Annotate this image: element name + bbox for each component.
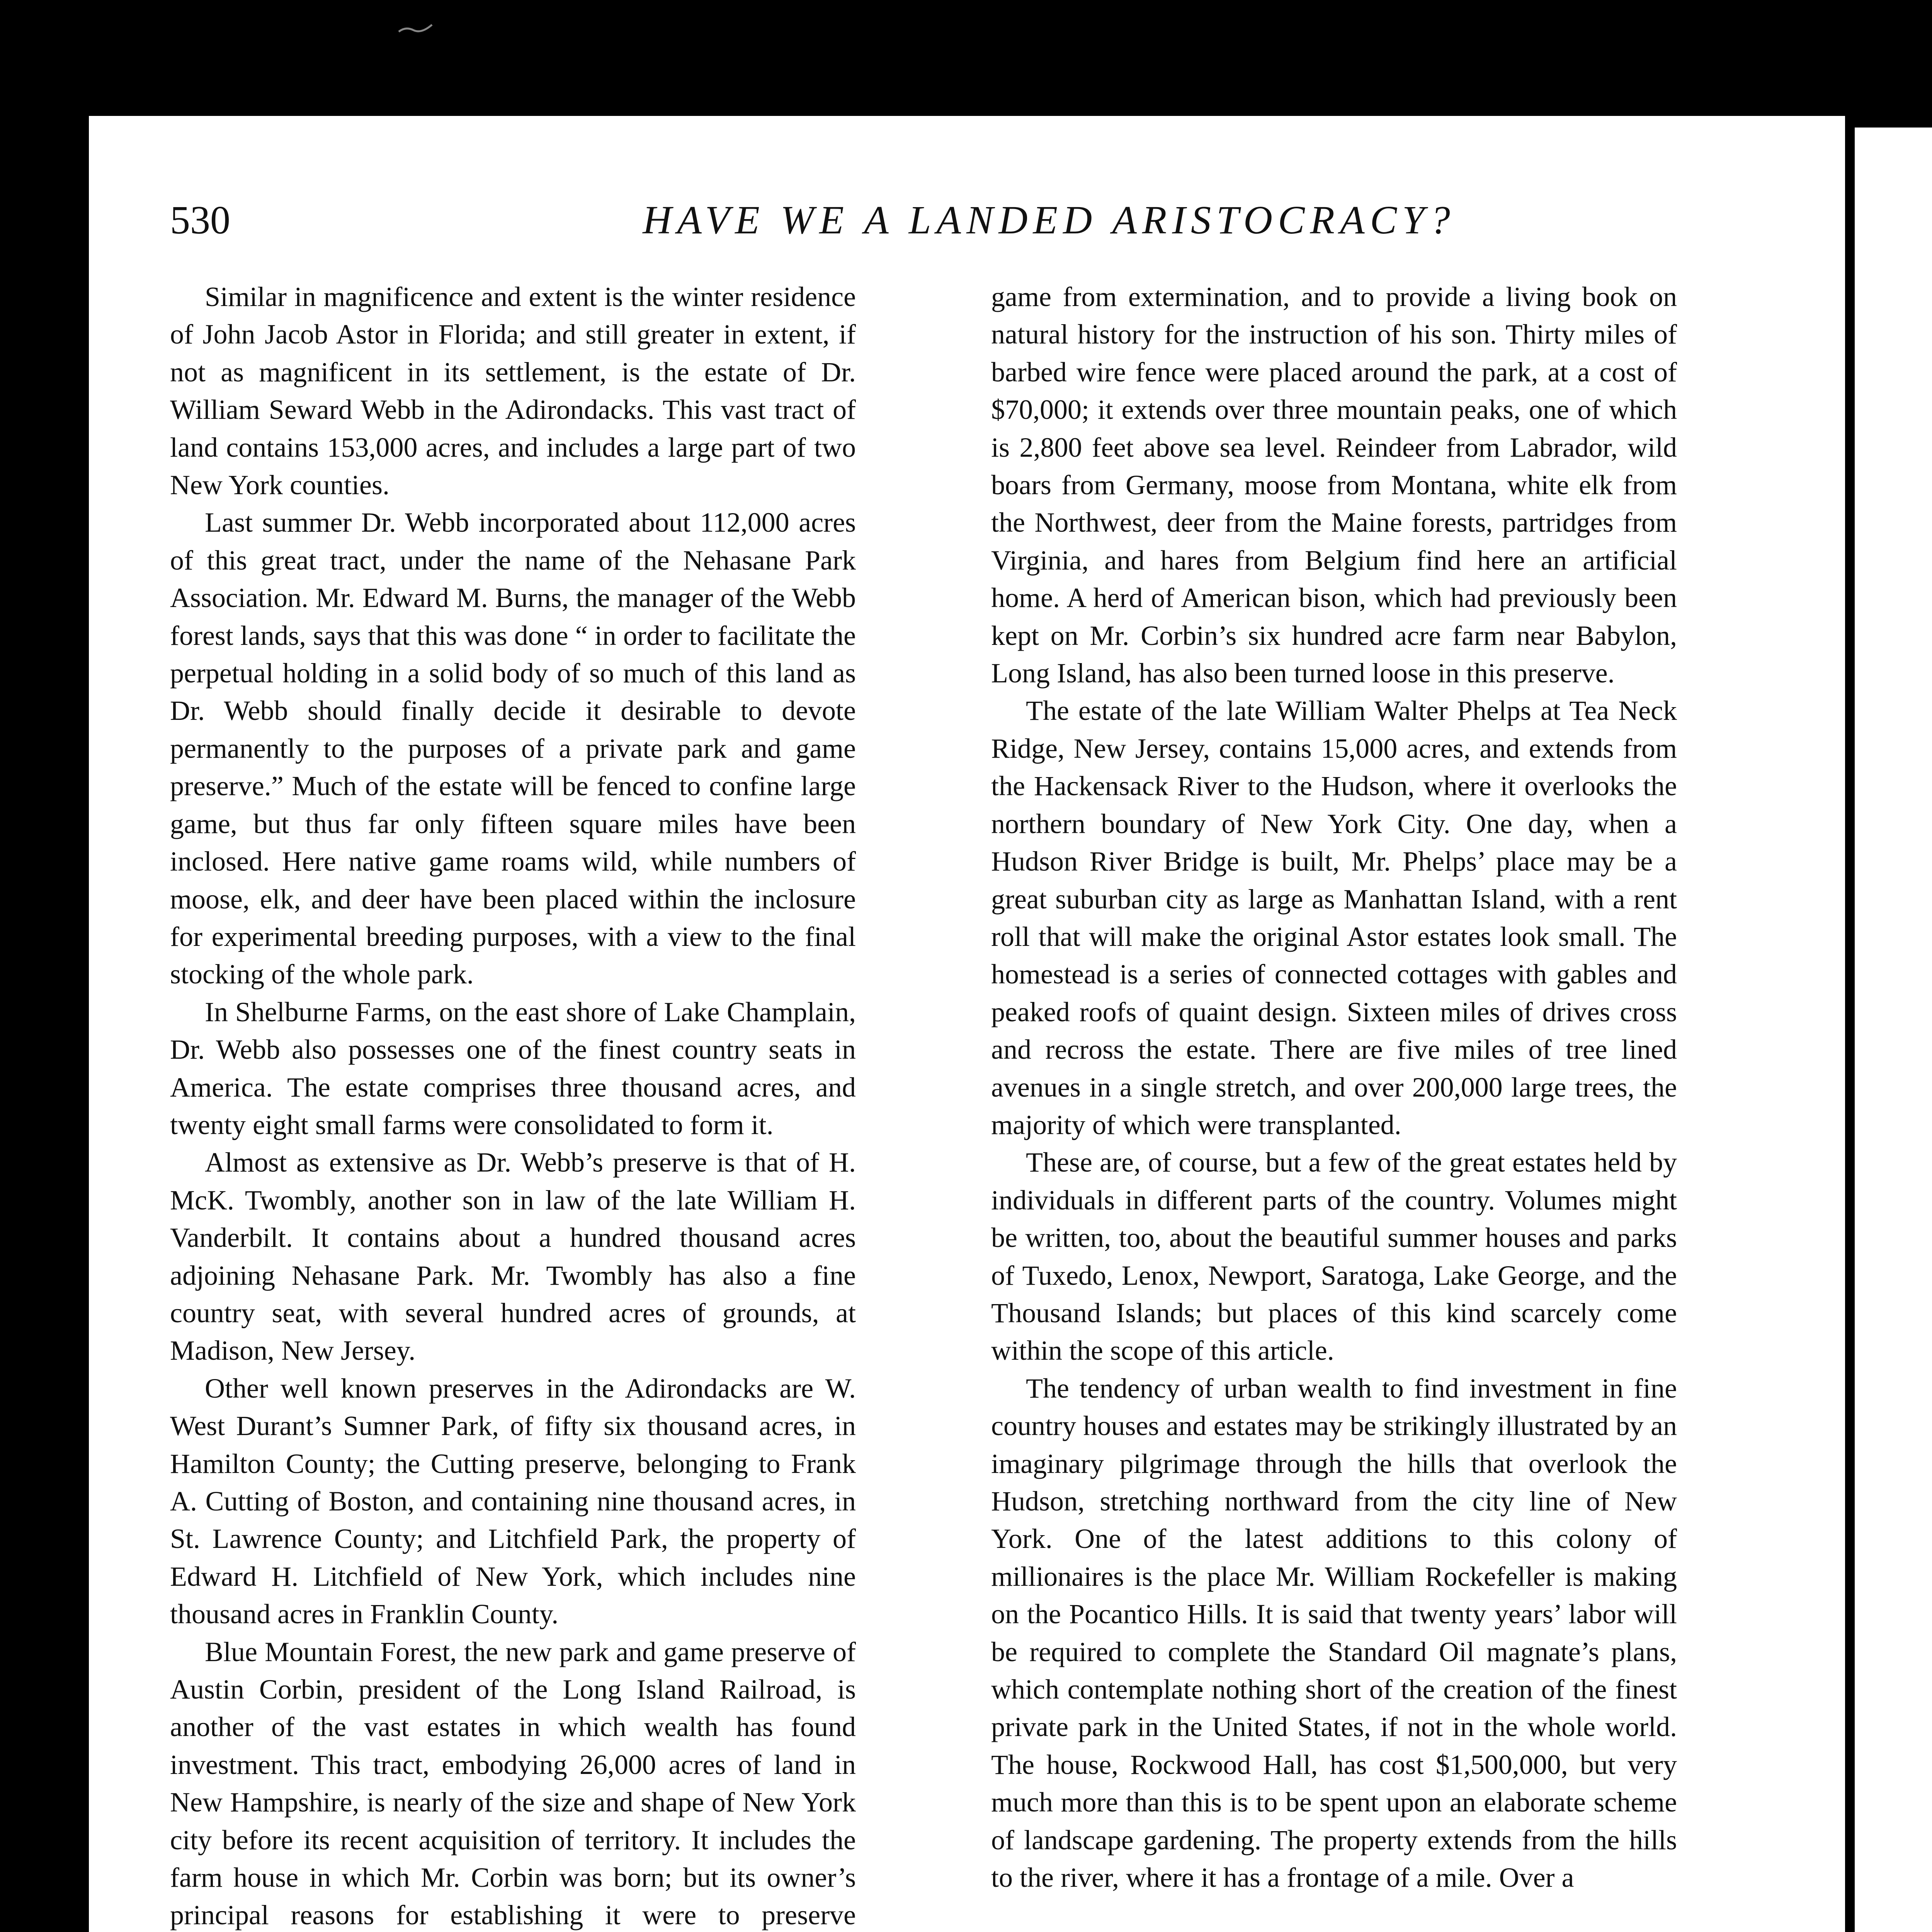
paragraph: Other well known preserves in the Adirondacks are W. West Durant’s Sumner Park, of fifty six thousand acres, in Hamilton County; the Cutting preserve, belonging to Frank A. Cutting of Boston, and containing nine thousand acres, in St. Lawrence County; and Litchfield Park, the property of Edward H. Litchfield of New York, which includes nine thousand acres in Franklin County. <box>170 1372 856 1630</box>
page-number: 530 <box>170 198 230 242</box>
next-page-edge <box>1855 128 1932 1932</box>
paragraph: The estate of the late William Walter Phelps at Tea Neck Ridge, New Jersey, contains 15,000 acres, and extends from the Hackensack River to the Hudson, where it overlooks the northern boundary of New York City. One day, when a Hudson River Bridge is built, Mr. Phelps’ place may be a great suburban city as large as Manhattan Island, with a rent roll that will make the original Astor estates look small. The homestead is a series of connected cottages with gables and peaked roofs of quaint design. Sixteen miles of drives cross and recross the estate. There are five miles of tree lined avenues in a single stretch, and over 200,000 large trees, the majority of which were transplanted. <box>991 695 1677 1140</box>
paragraph: Similar in magnificence and extent is the winter residence of John Jacob Astor in Florida; and still greater in extent, if not as magnificent in its settlement, is the estate of Dr. William Seward Webb in the Adirondacks. This vast tract of land contains 153,000 acres, and includes a large part of two New York counties. <box>170 281 856 501</box>
paragraph: Last summer Dr. Webb incorporated about 112,000 acres of this great tract, under the name of the Nehasane Park Association. Mr. Edward M. Burns, the manager of the Webb forest lands, says that this was done “ in order to facilitate the perpetual holding in a solid body of so much of this land as Dr. Webb should finally decide it desirable to devote permanently to the purposes of a private park and game preserve.” Much of the estate will be fenced to confine large game, but thus far only fifteen square miles have been inclosed. Here native game roams wild, while numbers of moose, elk, and deer have been placed within the inclosure for experimental breeding purposes, with a view to the final stocking of the whole park. <box>170 507 856 990</box>
left-column <box>170 278 856 1932</box>
running-title: HAVE WE A LANDED ARISTOCRACY? <box>643 198 1456 242</box>
right-column <box>991 278 1677 1896</box>
ink-scratch <box>398 23 433 35</box>
paragraph: Blue Mountain Forest, the new park and game preserve of Austin Corbin, president of the Long Island Railroad, is another of the vast estates in which wealth has found investment. This tract, embodying 26,000 acres of land in New Hampshire, is nearly of the size and shape of New York city before its recent acquisition of territory. It includes the farm house in which Mr. Corbin was born; but its owner’s principal reasons for establishing it were to preserve <box>170 1636 856 1931</box>
paragraph-continued: game from extermination, and to provide a living book on natural history for the instruction of his son. Thirty miles of barbed wire fence were placed around the park, at a cost of $70,000; it extends over three mountain peaks, one of which is 2,800 feet above sea level. Reindeer from Labrador, wild boars from Germany, moose from Montana, white elk from the Northwest, deer from the Maine forests, partridges from Virginia, and hares from Belgium find here an artificial home. A herd of American bison, which had previously been kept on Mr. Corbin’s six hundred acre farm near Babylon, Long Island, has also been turned loose in this preserve. <box>991 281 1677 689</box>
paragraph: Almost as extensive as Dr. Webb’s preserve is that of H. McK. Twombly, another son in law of the late William H. Vanderbilt. It contains about a hundred thousand acres adjoining Nehasane Park. Mr. Twombly has also a fine country seat, with several hundred acres of grounds, at Madison, New Jersey. <box>170 1147 856 1366</box>
page-header <box>170 182 1677 259</box>
paragraph: In Shelburne Farms, on the east shore of Lake Champlain, Dr. Webb also possesses one of the finest country seats in America. The estate comprises three thousand acres, and twenty eight small farms were consolidated to form it. <box>170 996 856 1140</box>
paragraph: These are, of course, but a few of the great estates held by individuals in different parts of the country. Volumes might be written, too, about the beautiful summer houses and parks of Tuxedo, Lenox, Newport, Saratoga, Lake George, and the Thousand Islands; but places of this kind scarcely come within the scope of this article. <box>991 1147 1677 1366</box>
paragraph: The tendency of urban wealth to find investment in fine country houses and estates may be strikingly illustrated by an imaginary pilgrimage through the hills that overlook the Hudson, stretching northward from the city line of New York. One of the latest additions to this colony of millionaires is the place Mr. William Rockefeller is making on the Pocantico Hills. It is said that twenty years’ labor will be required to complete the Standard Oil magnate’s plans, which contemplate nothing short of the creation of the finest private park in the United States, if not in the whole world. The house, Rockwood Hall, has cost $1,500,000, but very much more than this is to be spent upon an elaborate scheme of landscape gardening. The property extends from the hills to the river, where it has a frontage of a mile. Over a <box>991 1372 1677 1893</box>
